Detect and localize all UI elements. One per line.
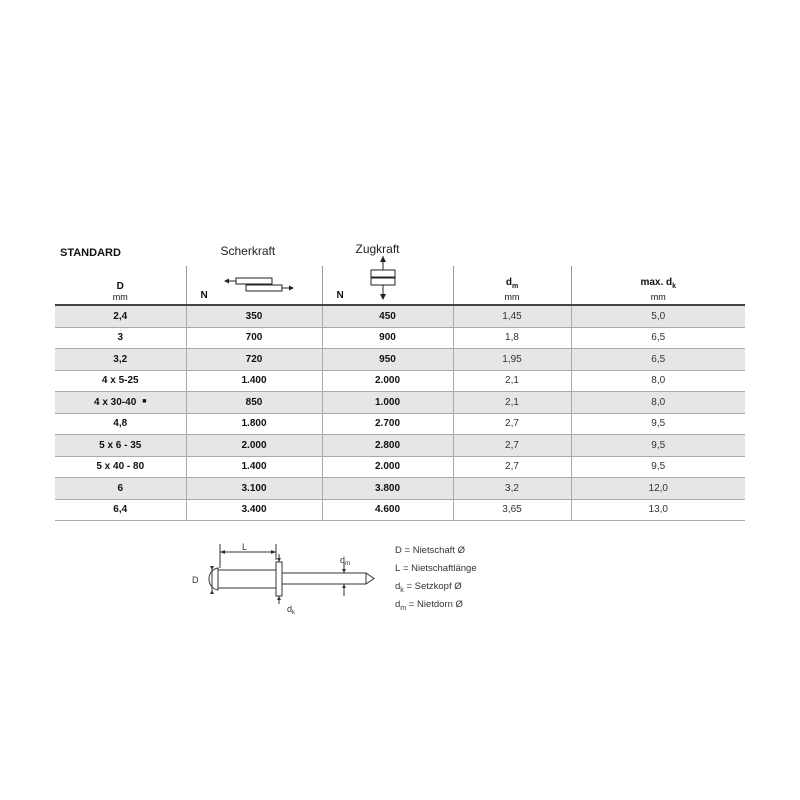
cell-shear: 2.000 xyxy=(186,435,322,457)
cell-dk: 9,5 xyxy=(571,456,745,478)
cell-diameter: 6,4 xyxy=(55,499,186,521)
cell-diameter: 4 x 30-40 ■ xyxy=(55,392,186,414)
cell-shear: 350 xyxy=(186,305,322,327)
cell-dk: 8,0 xyxy=(571,370,745,392)
diagram-label-L: L xyxy=(242,542,248,552)
cell-dk: 12,0 xyxy=(571,478,745,500)
cell-dk: 5,0 xyxy=(571,305,745,327)
table-row xyxy=(55,499,745,521)
cell-diameter: 4,8 xyxy=(55,413,186,435)
mandrel-shape xyxy=(282,573,366,584)
rivet-shank-shape xyxy=(218,570,276,588)
cell-tensile: 2.000 xyxy=(322,456,453,478)
header-shear-label: Scherkraft xyxy=(220,244,276,258)
legend-item: $d_k$ = Setzkopf Ø xyxy=(395,580,462,594)
cell-tensile: 450 xyxy=(322,305,453,327)
legend-item: $d_m$ = Nietdorn Ø xyxy=(395,598,463,612)
cell-dm: 3,65 xyxy=(453,499,571,521)
cell-dk: 9,5 xyxy=(571,435,745,457)
table-header-row xyxy=(55,266,745,305)
cell-dm: 2,7 xyxy=(453,435,571,457)
footnote-mark: ■ xyxy=(142,397,147,405)
cell-dm: 1,95 xyxy=(453,349,571,371)
table-row xyxy=(55,370,745,392)
header-dm-unit: mm xyxy=(504,292,520,302)
table-title: STANDARD xyxy=(60,247,121,259)
diagram-label-dk: $d_k$ xyxy=(287,604,296,616)
table-row xyxy=(55,413,745,435)
cell-diameter: 3 xyxy=(55,327,186,349)
cell-dk: 13,0 xyxy=(571,499,745,521)
cell-tensile: 2.000 xyxy=(322,370,453,392)
table-row xyxy=(55,456,745,478)
table-row xyxy=(55,305,745,327)
cell-dm: 2,7 xyxy=(453,413,571,435)
diagram-legend xyxy=(395,544,477,616)
cell-shear: 3.100 xyxy=(186,478,322,500)
diagram-label-D: D xyxy=(192,575,199,585)
diagram-label-dm: $d_m$ xyxy=(340,555,351,567)
header-dm-label: $d_m$ xyxy=(505,277,519,290)
header-shear xyxy=(186,244,322,305)
cell-diameter: 6 xyxy=(55,478,186,500)
cell-tensile: 2.800 xyxy=(322,435,453,457)
header-dk-unit: mm xyxy=(650,292,666,302)
table-row xyxy=(55,327,745,349)
table-row xyxy=(55,392,745,414)
cell-shear: 1.800 xyxy=(186,413,322,435)
cell-tensile: 950 xyxy=(322,349,453,371)
table-row xyxy=(55,478,745,500)
cell-diameter: 4 x 5-25 xyxy=(55,370,186,392)
table-row xyxy=(55,349,745,371)
header-mandrel-diameter xyxy=(453,266,571,305)
cell-diameter: 3,2 xyxy=(55,349,186,371)
cell-shear: 1.400 xyxy=(186,370,322,392)
rivet-head-shape xyxy=(209,568,218,590)
cell-dm: 3,2 xyxy=(453,478,571,500)
cell-dk: 6,5 xyxy=(571,327,745,349)
header-tensile xyxy=(322,242,453,305)
cell-dk: 9,5 xyxy=(571,413,745,435)
shear-force-icon xyxy=(224,276,294,294)
cell-shear: 850 xyxy=(186,392,322,414)
header-diameter xyxy=(55,266,186,305)
cell-tensile: 1.000 xyxy=(322,392,453,414)
cell-tensile: 4.600 xyxy=(322,499,453,521)
legend-item: D = Nietschaft Ø xyxy=(395,545,465,556)
cell-tensile: 900 xyxy=(322,327,453,349)
cell-diameter: 5 x 6 - 35 xyxy=(55,435,186,457)
header-tensile-unit: N xyxy=(336,290,344,301)
cell-dk: 8,0 xyxy=(571,392,745,414)
cell-shear: 720 xyxy=(186,349,322,371)
cell-tensile: 2.700 xyxy=(322,413,453,435)
cell-dm: 2,1 xyxy=(453,392,571,414)
header-shear-unit: N xyxy=(200,290,208,301)
legend-item: L = Nietschaftlänge xyxy=(395,562,477,574)
cell-shear: 1.400 xyxy=(186,456,322,478)
header-diameter-label: D xyxy=(116,281,124,292)
header-dk-label: max. $d_k$ xyxy=(640,277,677,290)
cell-dm: 2,1 xyxy=(453,370,571,392)
cell-shear: 3.400 xyxy=(186,499,322,521)
rivet-diagram xyxy=(190,540,380,630)
cell-tensile: 3.800 xyxy=(322,478,453,500)
tensile-force-icon xyxy=(368,256,398,300)
cell-dm: 1,45 xyxy=(453,305,571,327)
cell-dk: 6,5 xyxy=(571,349,745,371)
table-row xyxy=(55,435,745,457)
mandrel-tip-shape xyxy=(366,573,374,584)
cell-dm: 1,8 xyxy=(453,327,571,349)
cell-diameter: 2,4 xyxy=(55,305,186,327)
header-tensile-label: Zugkraft xyxy=(355,242,400,256)
cell-diameter: 5 x 40 - 80 xyxy=(55,456,186,478)
cell-dm: 2,7 xyxy=(453,456,571,478)
rivet-flange-shape xyxy=(276,562,282,596)
header-diameter-unit: mm xyxy=(112,292,128,302)
header-head-diameter xyxy=(571,266,745,305)
cell-shear: 700 xyxy=(186,327,322,349)
